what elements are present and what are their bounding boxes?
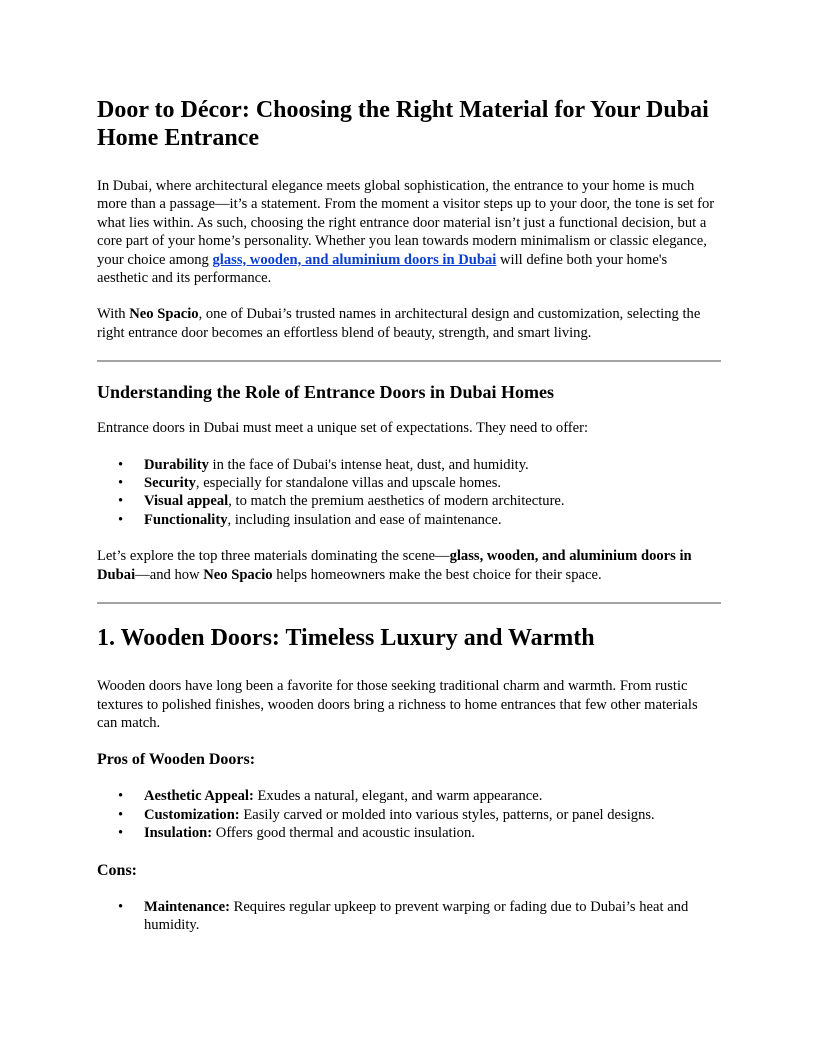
list-item-text: Exudes a natural, elegant, and warm appearance. xyxy=(253,788,543,805)
role-section-outro xyxy=(97,547,721,584)
bullet-icon: • xyxy=(118,493,124,510)
outro-materials: glass, wooden, and aluminium doors in Dubai xyxy=(97,548,692,583)
bullet-icon: • xyxy=(118,456,124,473)
pros-heading: Pros of Wooden Doors: xyxy=(97,751,256,769)
list-item-term: Maintenance: xyxy=(144,898,230,915)
doors-dubai-link[interactable]: glass, wooden, and aluminium doors in Dubai xyxy=(212,251,497,268)
role-section-intro: Entrance doors in Dubai must meet a unique set of expectations. They need to offer: xyxy=(97,420,589,437)
outro-brand: Neo Spacio xyxy=(203,566,273,583)
list-item xyxy=(97,824,721,842)
list-item xyxy=(97,492,721,510)
bullet-icon: • xyxy=(118,788,124,805)
outro-suffix: helps homeowners make the best choice for their space. xyxy=(272,566,602,583)
list-item xyxy=(97,806,721,824)
outro-middle: —and how xyxy=(135,566,204,583)
page-title: Door to Décor: Choosing the Right Material for Your Dubai Home Entrance xyxy=(97,97,709,151)
brand-name: Neo Spacio xyxy=(129,306,199,323)
document-page xyxy=(97,96,721,952)
brand-prefix: With xyxy=(97,306,130,323)
intro-text: In Dubai, where architectural elegance meets global sophistication, the entrance to your home is much more than a passage—it’s a statement. From the moment a visitor steps up to your door, the tone is set for what lies within. As such, choosing the right entrance door material isn’t just a functional decision, but a core part of your home’s personality. Whether you lean towards modern minimalism or classic elegance, your choice among xyxy=(97,178,715,268)
list-item-text: Requires regular upkeep to prevent warping or fading due to Dubai’s heat and humidity. xyxy=(144,898,689,933)
outro-prefix: Let’s explore the top three materials dominating the scene— xyxy=(97,548,450,565)
list-item-text: in the face of Dubai's intense heat, dust, and humidity. xyxy=(208,456,529,473)
brand-suffix: , one of Dubai’s trusted names in architectural design and customization, selecting the right entrance door becomes an effortless blend of beauty, strength, and smart living. xyxy=(97,306,701,341)
role-section-heading: Understanding the Role of Entrance Doors in Dubai Homes xyxy=(97,382,555,403)
intro-paragraph xyxy=(97,177,721,287)
list-item-text: , especially for standalone villas and upscale homes. xyxy=(195,475,502,492)
bullet-icon: • xyxy=(118,806,124,823)
list-item xyxy=(97,787,721,805)
intro-text-after-link: will define both your home's aesthetic and its performance. xyxy=(97,251,668,287)
list-item-term: Aesthetic Appeal: xyxy=(144,788,254,805)
list-item-term: Customization: xyxy=(144,806,240,823)
bullet-icon: • xyxy=(118,825,124,842)
list-item-text: Easily carved or molded into various styles, patterns, or panel designs. xyxy=(239,806,655,823)
pros-list xyxy=(97,787,721,842)
list-item-text: , including insulation and ease of maintenance. xyxy=(227,511,502,528)
wooden-doors-heading: 1. Wooden Doors: Timeless Luxury and Warmth xyxy=(97,625,595,652)
bullet-icon: • xyxy=(118,475,124,492)
list-item xyxy=(97,474,721,492)
wooden-doors-intro: Wooden doors have long been a favorite for those seeking traditional charm and warmth. From rustic textures to polished finishes, wooden doors bring a richness to home entrances that few other materials can match. xyxy=(97,678,698,731)
cons-heading: Cons: xyxy=(97,861,138,879)
list-item-text: , to match the premium aesthetics of modern architecture. xyxy=(228,493,565,510)
list-item-term: Visual appeal xyxy=(144,493,229,510)
list-item-term: Insulation: xyxy=(144,825,213,842)
cons-list xyxy=(97,898,721,935)
bullet-icon: • xyxy=(118,511,124,528)
list-item-text: Offers good thermal and acoustic insulation. xyxy=(212,825,475,842)
section-divider xyxy=(97,602,721,604)
brand-paragraph xyxy=(97,305,721,342)
bullet-icon: • xyxy=(118,898,124,915)
section-divider xyxy=(97,360,721,362)
list-item xyxy=(97,898,721,935)
list-item xyxy=(97,456,721,474)
list-item xyxy=(97,511,721,529)
list-item-term: Security xyxy=(144,475,196,492)
list-item-term: Durability xyxy=(144,456,209,473)
expectations-list xyxy=(97,456,721,530)
list-item-term: Functionality xyxy=(144,511,228,528)
